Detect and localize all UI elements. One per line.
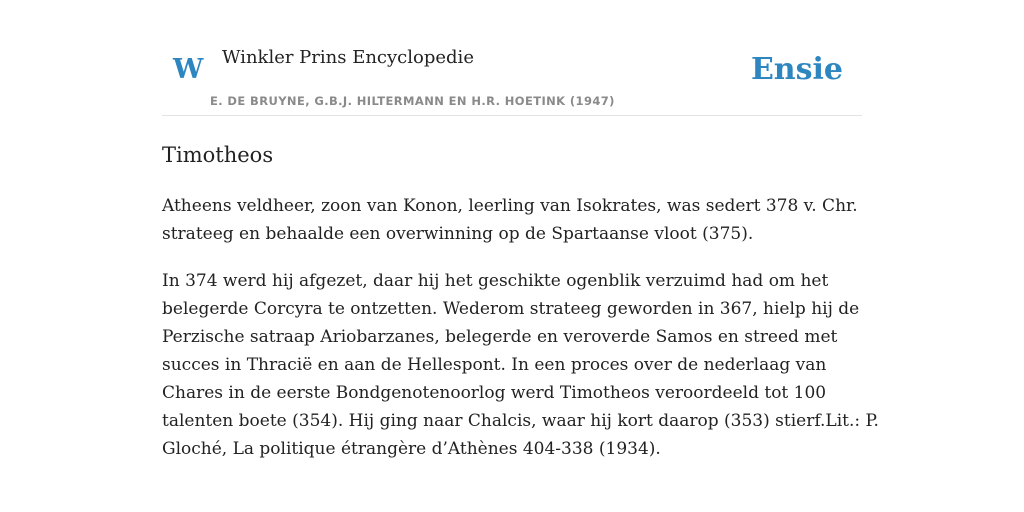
paragraph-line: succes in Thracië en aan de Hellespont. In een proces over de nederlaag van	[162, 355, 827, 375]
paragraph-line: Gloché, La politique étrangère d’Athènes 404-338 (1934).	[162, 439, 661, 459]
paragraph-line: belegerde Corcyra te ontzetten. Wederom strateeg geworden in 367, hielp hij de	[162, 299, 860, 319]
paragraph-line: In 374 werd hij afgezet, daar hij het geschikte ogenblik verzuimd had om het	[162, 271, 829, 291]
article-paragraph-1	[162, 192, 882, 248]
paragraph-line: strateeg en behaalde een overwinning op de Spartaanse vloot (375).	[162, 224, 754, 244]
header-divider	[162, 115, 862, 116]
article-paragraph-2	[162, 267, 882, 463]
publication-authors: E. DE BRUYNE, G.B.J. HILTERMANN EN H.R. HOETINK (1947)	[210, 94, 615, 108]
paragraph-line: Chares in de eerste Bondgenotenoorlog werd Timotheos veroordeeld tot 100	[162, 383, 827, 403]
paragraph-line: Perzische satraap Ariobarzanes, belegerde en veroverde Samos en streed met	[162, 327, 838, 347]
article-title: Timotheos	[162, 143, 274, 167]
paragraph-line: Atheens veldheer, zoon van Konon, leerling van Isokrates, was sedert 378 v. Chr.	[162, 196, 858, 216]
publication-title[interactable]: Winkler Prins Encyclopedie	[222, 47, 474, 68]
winkler-prins-logo[interactable]: W	[173, 54, 204, 85]
paragraph-line: talenten boete (354). Hij ging naar Chalcis, waar hij kort daarop (353) stierf.Lit.: P.	[162, 411, 879, 431]
ensie-brand-logo[interactable]: Ensie	[750, 52, 843, 87]
